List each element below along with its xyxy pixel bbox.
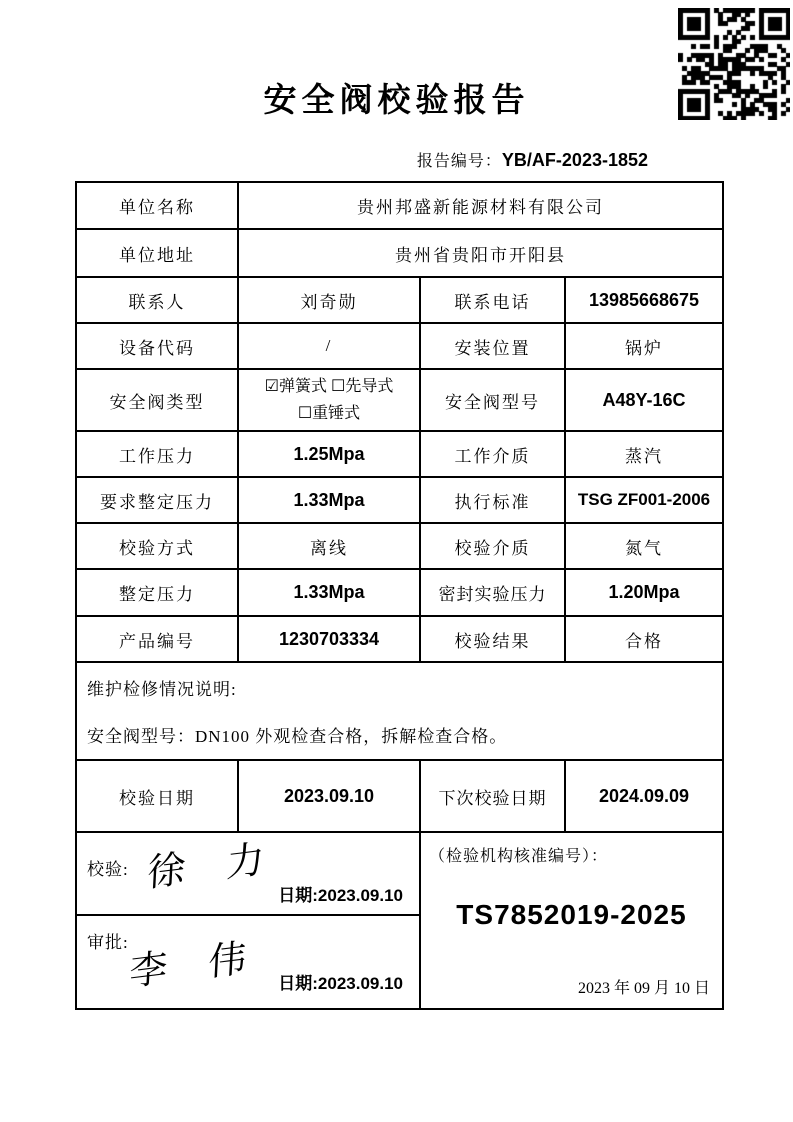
next-date-label: 下次校验日期	[420, 760, 565, 832]
contact-value: 刘奇勋	[238, 277, 420, 323]
product-no-label: 产品编号	[76, 616, 238, 662]
verify-date-label: 校验日期	[76, 760, 238, 832]
row-unit-name	[76, 182, 723, 229]
org-code-value: TS7852019-2025	[456, 899, 687, 930]
maintenance-title: 维护检修情况说明:	[87, 680, 237, 699]
row-unit-address	[76, 229, 723, 277]
valve-type-checkboxes	[238, 369, 420, 431]
row-set-pressure	[76, 569, 723, 616]
approver-date: 日期:2023.09.10	[278, 974, 403, 993]
verifier-signature: 徐 力	[146, 836, 282, 896]
page-title: 安全阀校验报告	[263, 83, 530, 119]
unit-name-label: 单位名称	[76, 182, 238, 229]
valve-type-label: 安全阀类型	[76, 369, 238, 431]
verify-medium-label: 校验介质	[420, 523, 565, 569]
verify-medium-value: 氮气	[565, 523, 723, 569]
verifier-date: 日期:2023.09.10	[278, 886, 403, 905]
row-valve-type	[76, 369, 723, 431]
org-code-label: （检验机构核准编号）：	[429, 848, 609, 865]
contact-label: 联系人	[76, 277, 238, 323]
work-medium-value: 蒸汽	[565, 431, 723, 477]
report-number	[417, 148, 648, 171]
row-product-no	[76, 616, 723, 662]
row-verifier-sign	[76, 832, 723, 915]
row-work-pressure	[76, 431, 723, 477]
device-code-value: /	[238, 323, 420, 369]
phone-label: 联系电话	[420, 277, 565, 323]
valve-type-line1: ☑弹簧式 ☐先导式	[264, 377, 394, 395]
row-required-set-pressure	[76, 477, 723, 523]
set-pressure-label: 整定压力	[76, 569, 238, 616]
valve-type-line2: ☐重锤式	[297, 405, 361, 422]
row-contact	[76, 277, 723, 323]
work-pressure-label: 工作压力	[76, 431, 238, 477]
verifier-sign-cell	[76, 832, 420, 915]
approver-signature: 李 伟	[128, 935, 264, 995]
unit-address-label: 单位地址	[76, 229, 238, 277]
verifier-label: 校验:	[87, 860, 129, 879]
next-date-value: 2024.09.09	[565, 760, 723, 832]
unit-name-value: 贵州邦盛新能源材料有限公司	[238, 182, 723, 229]
work-pressure-value: 1.25Mpa	[238, 431, 420, 477]
required-set-pressure-label: 要求整定压力	[76, 477, 238, 523]
valve-model-value: A48Y-16C	[565, 369, 723, 431]
phone-value: 13985668675	[565, 277, 723, 323]
row-verify-method	[76, 523, 723, 569]
set-pressure-value: 1.33Mpa	[238, 569, 420, 616]
approver-label: 审批:	[87, 933, 129, 952]
result-label: 校验结果	[420, 616, 565, 662]
install-position-value: 锅炉	[565, 323, 723, 369]
verify-method-label: 校验方式	[76, 523, 238, 569]
result-value: 合格	[565, 616, 723, 662]
org-approval-cell	[420, 832, 723, 1009]
approver-sign-cell	[76, 915, 420, 1009]
maintenance-cell	[76, 662, 723, 760]
standard-label: 执行标准	[420, 477, 565, 523]
product-no-value: 1230703334	[238, 616, 420, 662]
device-code-label: 设备代码	[76, 323, 238, 369]
row-maintenance	[76, 662, 723, 760]
maintenance-content: 安全阀型号：DN100 外观检查合格，拆解检查合格。	[87, 727, 508, 746]
seal-pressure-value: 1.20Mpa	[565, 569, 723, 616]
report-number-label: 报告编号：	[416, 153, 502, 170]
work-medium-label: 工作介质	[420, 431, 565, 477]
unit-address-value: 贵州省贵阳市开阳县	[238, 229, 723, 277]
verify-date-value: 2023.09.10	[238, 760, 420, 832]
standard-value: TSG ZF001-2006	[565, 477, 723, 523]
verify-method-value: 离线	[238, 523, 420, 569]
row-device-code	[76, 323, 723, 369]
org-date: 2023 年 09 月 10 日	[577, 980, 710, 997]
report-table	[75, 181, 724, 1010]
row-dates	[76, 760, 723, 832]
valve-model-label: 安全阀型号	[420, 369, 565, 431]
seal-pressure-label: 密封实验压力	[420, 569, 565, 616]
install-position-label: 安装位置	[420, 323, 565, 369]
report-number-value: YB/AF-2023-1852	[501, 150, 648, 170]
required-set-pressure-value: 1.33Mpa	[238, 477, 420, 523]
